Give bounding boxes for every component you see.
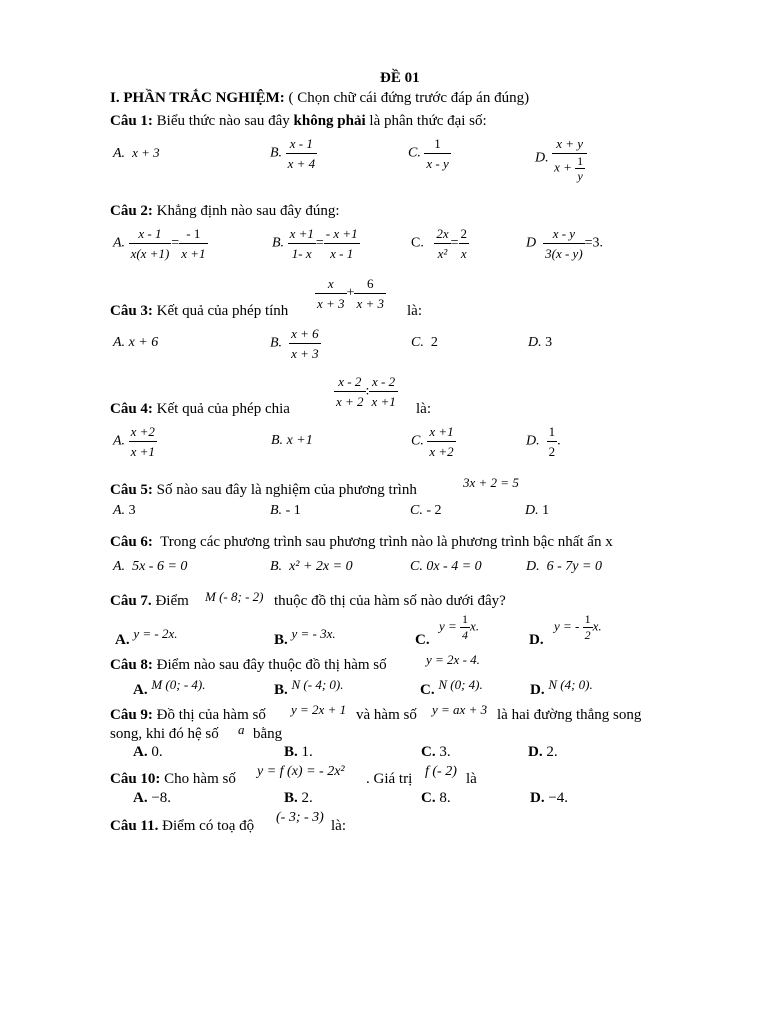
q2-option-b: B. $\frac{x +1}{1- x}$ = $\frac{- x +1}{x - 1}$ [272,226,358,261]
option-label: B. [270,335,283,351]
q5-option-b: B. - 1 [270,503,301,518]
question-4-prompt [110,401,290,418]
question-10-text: là [466,771,477,787]
question-text: Đồ thị của hàm số [156,707,266,723]
q8-option-b: B. N (- 4; 0). [274,677,344,698]
compound-fraction: x + y x + $\frac{1}{y}$ [552,134,587,183]
fraction: $\frac{x + 6}{x + 3}$ [291,326,319,361]
q9-option-a: A. 0. [133,744,163,760]
question-7-prompt [110,593,189,610]
question-9-line-2: song, khi đó hệ số [110,726,219,742]
option-expression: x + 3 [132,145,160,160]
fraction: $\frac{- 1}{x +1}$ [181,226,206,261]
section-instruction: ( Chọn chữ cái đứng trước đáp án đúng) [288,90,530,106]
q7-option-c-expr: y = $\frac{1}{4}$ x. [439,612,480,642]
option-label: C. [415,632,430,648]
fraction: $\frac{2}{x}$ [460,226,468,261]
option-label: A. [113,433,126,449]
question-label: Câu 7. [110,593,152,609]
question-text: Trong các phương trình sau phương trình nào là phương trình bậc nhất ẩn x [160,534,613,550]
question-text: Kết quả của phép chia [156,401,290,417]
question-label: Câu 3: [110,303,153,319]
q5-equation: 3x + 2 = 5 [463,475,519,490]
q4-option-c [411,422,456,461]
fraction: $\frac{1}{2}$ [584,612,591,642]
question-text: Khẳng định nào sau đây đúng: [156,203,340,219]
q4-option-d: D. $\frac{1}{2}$ . [526,424,561,459]
q10-option-c: C. 8. [421,790,451,806]
question-10-text: . Giá trị [366,771,413,787]
fraction: $\frac{1}{2}$ [548,424,556,459]
q3-option-d: D. 3 [528,335,553,350]
fraction: $\frac{x - 2}{x +1}$ [371,374,396,409]
option-label: A. [113,235,126,251]
q10-option-a: A. −8. [133,790,172,806]
question-label: Câu 2: [110,203,153,219]
fraction: $\frac{x +2}{x +1}$ [130,424,155,459]
question-3-prompt [110,303,288,320]
fraction: $\frac{x - 1}{x(x +1)}$ [130,226,170,261]
question-11-prompt [110,818,254,835]
fraction: $\frac{x +1}{1- x}$ [289,226,314,261]
question-11-tail: là: [331,818,346,834]
question-3-tail: là: [407,303,422,319]
option-label: C. [411,433,424,449]
question-text-bold: không phải [293,113,366,129]
q1-option-b [270,134,317,173]
option-label: D. [528,335,542,350]
question-6-prompt [110,534,613,551]
fraction: $\frac{- x +1}{x - 1}$ [325,226,358,261]
q5-option-c: C. - 2 [410,503,442,518]
question-1-prompt [110,113,487,130]
q4-option-a [113,422,157,461]
option-label: C. [408,145,421,161]
q6-option-a: A. 5x - 6 = 0 [113,559,188,574]
question-label: Câu 6: [110,534,153,550]
option-label: A. [133,682,148,698]
option-label: D. [530,682,545,698]
question-text: Cho hàm số [164,771,236,787]
question-9-text: bằng [253,726,283,742]
question-9-text: là hai đường thẳng song [497,707,642,723]
q2-option-a: A. $\frac{x - 1}{x(x +1)}$ = $\frac{- 1}{x +1}$ [113,226,206,261]
exam-title: ĐỀ 01 [380,70,420,86]
q9-option-b: B. 1. [284,744,313,760]
question-7-text: thuộc đồ thị của hàm số nào dưới đây? [274,593,506,609]
q7-option-a: A. y = - 2x. [115,626,178,648]
q1-option-d [535,134,587,183]
question-label: Câu 8: [110,657,153,673]
question-label: Câu 11. [110,818,159,834]
q6-option-c: C. 0x - 4 = 0 [410,559,482,574]
option-label: C. [411,235,424,251]
q10-option-d: D. −4. [530,790,569,806]
q4-expression: $\frac{x - 2}{x + 2}$ : $\frac{x - 2}{x +1}$ [336,374,396,409]
q2-option-d: D $\frac{x - y}{3(x - y)}$ =3. [526,226,604,261]
fraction: $\frac{x - y}{3(x - y)}$ [545,226,583,261]
q3-expression: $\frac{x}{x + 3}$ + $\frac{6}{x + 3}$ [317,276,384,311]
q8-option-c: C. N (0; 4). [420,677,483,698]
option-label: D. [535,150,549,166]
q3-option-a [113,335,158,351]
option-label: B. [272,235,285,251]
question-5-prompt [110,482,417,499]
question-label: Câu 10: [110,771,161,787]
q7-option-c [415,632,430,649]
q9-function-1: y = 2x + 1 [291,702,347,717]
option-label: B. [270,145,283,161]
question-4-tail: là: [416,401,431,417]
question-9-text: và hàm số [356,707,417,723]
option-label: A. [113,146,126,161]
question-2-prompt [110,203,340,220]
option-label: B. [271,433,284,448]
q3-option-c: C. 2 [411,335,438,350]
option-label: B. [274,682,288,698]
q8-function: y = 2x - 4. [426,652,480,667]
section-heading: I. PHẦN TRẮC NGHIỆM: [110,90,285,106]
question-label: Câu 1: [110,113,153,129]
option-label: A. [115,632,130,648]
q1-option-c [408,134,451,173]
fraction: $\frac{1}{x - y}$ [426,136,449,171]
question-10-prompt [110,771,236,788]
q6-option-b: B. x² + 2x = 0 [270,559,353,574]
q1-option-a [113,145,160,162]
question-label: Câu 4: [110,401,153,417]
q10-option-b: B. 2. [284,790,313,806]
option-label: C. [420,682,435,698]
option-label: D [526,235,537,251]
q6-option-d: D. 6 - 7y = 0 [526,559,602,574]
fraction: $\frac{2x}{\text{x²}}$ [436,226,449,261]
question-text: là phân thức đại số: [369,113,487,129]
question-text: Điểm có toạ độ [162,818,255,834]
q9-function-2: y = ax + 3 [432,702,488,717]
q7-option-d [529,632,544,649]
question-text: Biểu thức nào sau đây [156,113,290,129]
option-expression: x + 6 [128,335,159,350]
question-text: Số nào sau đây là nghiệm của phương trình [156,482,417,498]
option-label: A. [113,335,126,350]
question-text: Điểm nào sau đây thuộc đồ thị hàm số [156,657,387,673]
option-label: B. [274,632,288,648]
question-8-prompt [110,657,387,674]
fraction: $\frac{1}{4}$ [462,612,469,642]
fraction: $\frac{6}{x + 3}$ [356,276,384,311]
question-label: Câu 9: [110,707,153,723]
question-label: Câu 5: [110,482,153,498]
q9-coefficient: a [238,722,245,737]
q3-option-b [270,324,321,363]
q10-value: f (- 2) [425,764,457,779]
q2-option-c: C. $\frac{2x}{\text{x²}}$ = $\frac{2}{x}$ [411,226,468,261]
q5-option-a: A. 3 [113,503,136,518]
q5-option-d: D. 1 [525,503,550,518]
fraction: $\frac{x - 2}{x + 2}$ [336,374,364,409]
option-label: C. [411,335,424,350]
q7-option-d-expr: y = - $\frac{1}{2}$ x. [554,612,602,642]
q11-point: (- 3; - 3) [276,810,324,825]
q7-option-b: B. y = - 3x. [274,626,336,648]
section-header [110,90,529,107]
question-text: Kết quả của phép tính [156,303,289,319]
fraction: $\frac{x +1}{x +2}$ [429,424,454,459]
q4-option-b: B. x +1 [271,433,313,448]
fraction: $\frac{x}{x + 3}$ [317,276,345,311]
fraction: $\frac{x - 1}{x + 4}$ [287,136,316,171]
question-text: Điểm [155,593,189,609]
q9-option-c: C. 3. [421,744,451,760]
q10-function: y = f (x) = - 2x² [257,764,345,779]
q7-point: M (- 8; - 2) [205,589,264,604]
q8-option-d: D. N (4; 0). [530,677,593,698]
q9-option-d: D. 2. [528,744,558,760]
option-label: D. [529,632,544,648]
option-label: D. [526,433,540,449]
q8-option-a: A. M (0; - 4). [133,677,206,698]
